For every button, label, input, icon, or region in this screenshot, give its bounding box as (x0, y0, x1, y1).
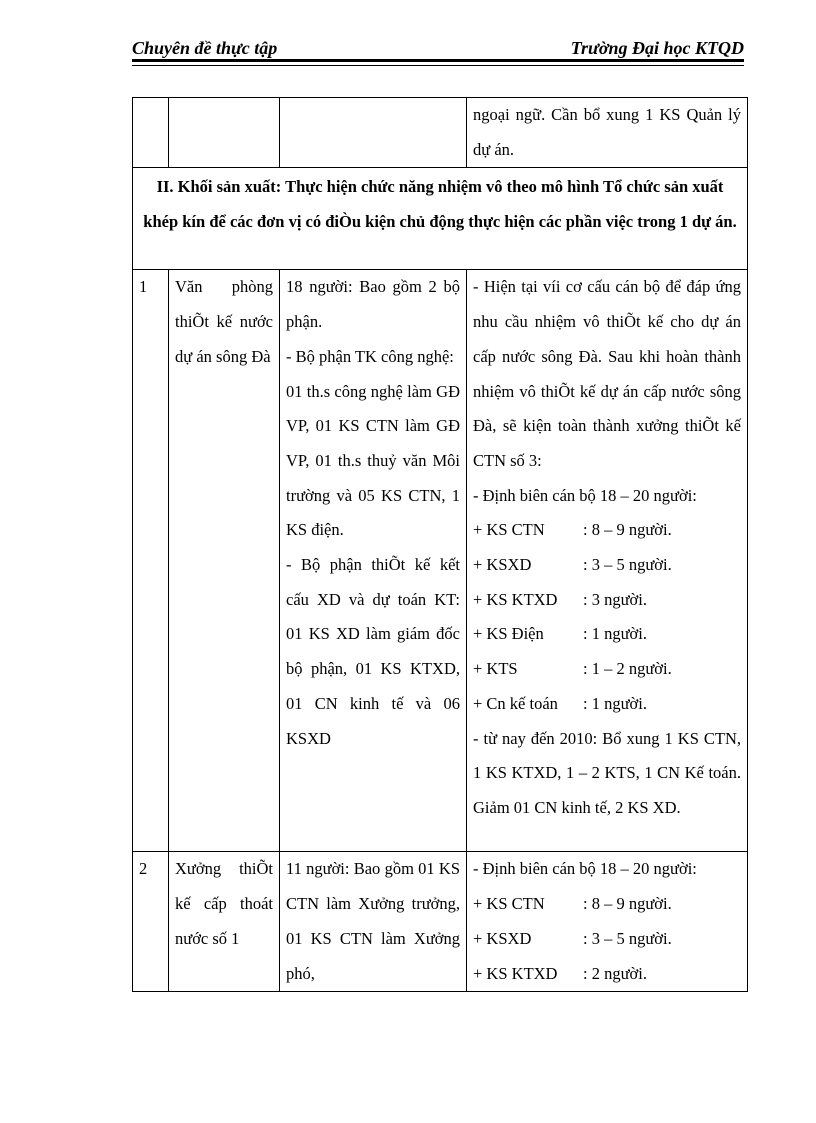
page-header (132, 34, 744, 62)
cell-empty (169, 98, 280, 168)
plan-item-role: + Cn kế toán (473, 693, 558, 713)
plan-description (467, 852, 748, 992)
header-right-title: Trường Đại học KTQD (570, 38, 744, 58)
staff-line: - Bộ phận TK công nghệ: (286, 346, 454, 366)
row-number: 2 (133, 852, 169, 992)
plan-item (473, 583, 741, 618)
table-row (133, 852, 748, 992)
plan-item-role: + KS KTXD (473, 589, 558, 609)
plan-item-role: + KSXD (473, 555, 532, 575)
plan-item-count: : 3 người. (583, 589, 647, 609)
plan-item-count: : 8 – 9 người. (583, 520, 672, 540)
continuation-row (133, 98, 748, 168)
staff-line: 01 th.s công nghệ làm GĐ VP, 01 KS CTN làm GĐ VP, 01 th.s thuỷ văn Môi trường và 05 KS CTN, 1 KS điện. (286, 381, 460, 540)
plan-item (473, 513, 741, 548)
staff-line: - Bộ phận thiÕt kế kết cấu XD và dự toán KT: 01 KS XD làm giám đốc bộ phận, 01 KS KTXD, 01 CN kinh tế và 06 KSXD (286, 555, 460, 748)
plan-item (473, 617, 741, 652)
plan-item (473, 687, 741, 722)
cell-empty (133, 98, 169, 168)
plan-item-role: + KS CTN (473, 894, 545, 914)
staff-description: 11 người: Bao gồm 01 KS CTN làm Xưởng trưởng, 01 KS CTN làm Xưởng phó, (280, 852, 467, 992)
plan-item-count: : 2 người. (583, 963, 647, 983)
table-row (133, 270, 748, 852)
staff-description (280, 270, 467, 852)
plan-item-count: : 3 – 5 người. (583, 928, 672, 948)
section-row (133, 168, 748, 270)
plan-quota: - Định biên cán bộ 18 – 20 người: (473, 485, 697, 505)
plan-description (467, 270, 748, 852)
header-left-title: Chuyên đề thực tập (132, 38, 278, 58)
plan-item-count: : 1 người. (583, 624, 647, 644)
cell-empty (280, 98, 467, 168)
unit-name: Văn phòng thiÕt kế nước dự án sông Đà (169, 270, 280, 852)
header-rule-thin (132, 65, 744, 66)
unit-name: Xưởng thiÕt kế cấp thoát nước số 1 (169, 852, 280, 992)
plan-item-count: : 1 người. (583, 693, 647, 713)
plan-outro: - từ nay đến 2010: Bổ xung 1 KS CTN, 1 KS KTXD, 1 – 2 KTS, 1 CN Kế toán. Giảm 01 CN kinh tế, 2 KS XD. (473, 728, 741, 817)
staffing-table (132, 97, 748, 992)
section-ii-title: II. Khối sản xuất: Thực hiện chức năng nhiệm vô theo mô hình Tổ chức sản xuất khép kín để các đơn vị có điÒu kiện chủ động thực hiện các phần việc trong 1 dự án. (133, 168, 748, 270)
plan-quota: - Định biên cán bộ 18 – 20 người: (473, 859, 697, 879)
plan-item-role: + KS Điện (473, 624, 544, 644)
plan-intro: - Hiện tại víi cơ cấu cán bộ để đáp ứng nhu cầu nhiệm vô thiÕt kế cho dự án cấp nước sông Đà. Sau khi hoàn thành nhiệm vô thiÕt kế dự án cấp nước sông Đà, sẽ kiện toàn thành xưởng thiÕt kế CTN số 3: (473, 277, 741, 470)
plan-item (473, 548, 741, 583)
plan-item (473, 922, 741, 957)
plan-item (473, 957, 741, 992)
plan-item (473, 652, 741, 687)
plan-item-role: + KTS (473, 659, 518, 679)
row-number: 1 (133, 270, 169, 852)
plan-item-role: + KSXD (473, 928, 532, 948)
plan-item (473, 887, 741, 922)
plan-item-role: + KS KTXD (473, 963, 558, 983)
header-rule (132, 59, 744, 62)
plan-item-count: : 3 – 5 người. (583, 555, 672, 575)
continuation-text: ngoại ngữ. Cần bổ xung 1 KS Quản lý dự án. (467, 98, 748, 168)
staff-line: 18 người: Bao gồm 2 bộ phận. (286, 277, 460, 332)
plan-item-count: : 8 – 9 người. (583, 894, 672, 914)
plan-item-count: : 1 – 2 người. (583, 659, 672, 679)
plan-item-role: + KS CTN (473, 520, 545, 540)
